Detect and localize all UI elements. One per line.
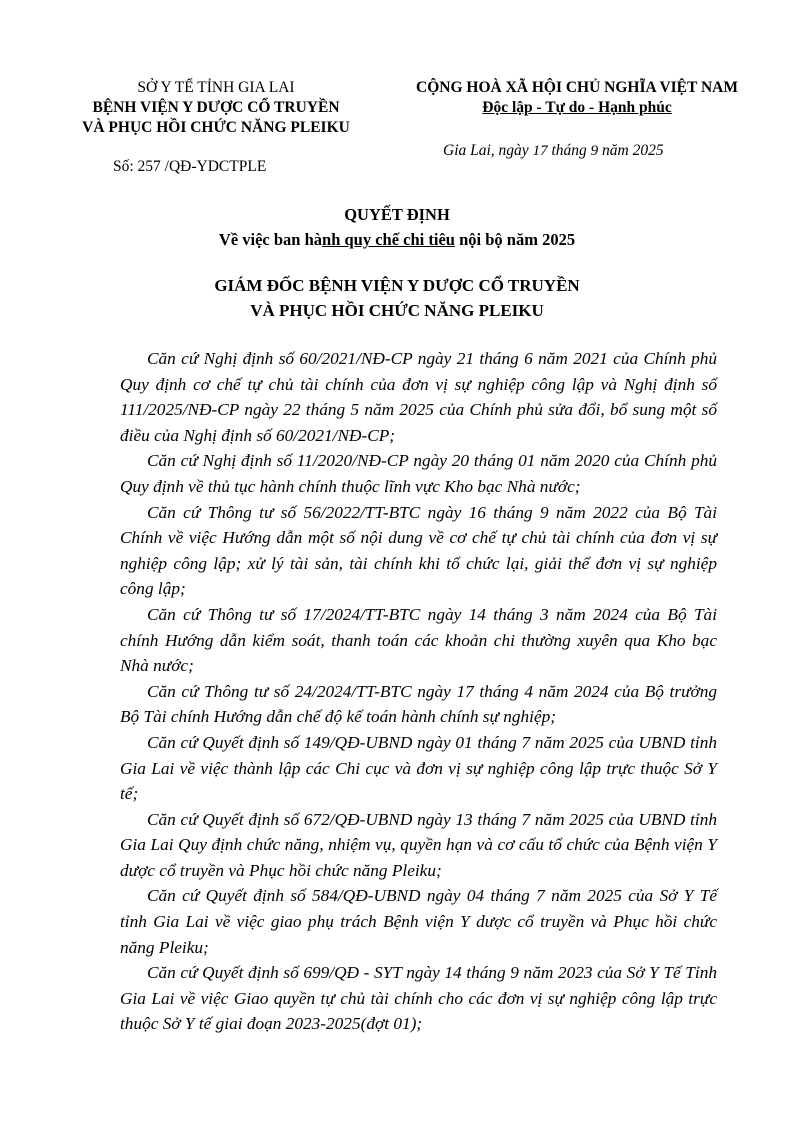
date-month: 9: [590, 143, 599, 159]
decision-title: QUYẾT ĐỊNH: [344, 205, 450, 224]
date-suffix: năm 2025: [598, 142, 664, 159]
legal-basis: [120, 346, 717, 1037]
national-motto-text: Độc lập - Tự do - Hạnh phúc: [482, 99, 672, 116]
basis-paragraph: Căn cứ Quyết định số 149/QĐ-UBND ngày 01 tháng 7 năm 2025 của UBND tỉnh Gia Lai về việc thành lập các Chi cục và đơn vị sự nghiệp công lập trực thuộc Sở Y tế;: [120, 732, 717, 804]
authority-line2: VÀ PHỤC HỒI CHỨC NĂNG PLEIKU: [250, 301, 544, 320]
parent-agency: SỞ Y TẾ TỈNH GIA LAI: [137, 79, 295, 96]
national-motto: [372, 98, 782, 118]
subject-part2: nh quy chế chi tiêu: [322, 230, 455, 249]
subject-part1: Về việc ban hà: [218, 230, 323, 249]
national-title: CỘNG HOÀ XÃ HỘI CHỦ NGHĨA VIỆT NAM: [416, 79, 738, 96]
basis-paragraph: Căn cứ Quyết định số 584/QĐ-UBND ngày 04 tháng 7 năm 2025 của Sở Y Tế tỉnh Gia Lai về việc giao phụ trách Bệnh viện Y dược cổ truyền và Phục hồi chức năng Pleiku;: [120, 886, 717, 957]
decision-subject: [0, 230, 794, 250]
basis-paragraph: Căn cứ Thông tư số 56/2022/TT-BTC ngày 16 tháng 9 năm 2022 của Bộ Tài Chính về việc Hướng dẫn một số nội dung về cơ chế tự chủ tài chính của đơn vị sự nghiệp công lập; xử lý tài sản, tài chính khi tổ chức lại, giải thể đơn vị sự nghiệp công lập;: [120, 502, 717, 599]
subject-part3: nội bộ năm 2025: [454, 230, 576, 249]
basis-paragraph: Căn cứ Quyết định số 699/QĐ - SYT ngày 14 tháng 9 năm 2023 của Sở Y Tế Tỉnh Gia Lai về việc Giao quyền tự chủ tài chính cho các đơn vị sự nghiệp công lập trực thuộc Sở Y tế giai đoạn 2023-2025(đợt 01);: [120, 963, 717, 1034]
national-header: [372, 78, 782, 118]
basis-paragraph: Căn cứ Thông tư số 24/2024/TT-BTC ngày 17 tháng 4 năm 2024 của Bộ trưởng Bộ Tài chính Hướng dẫn chế độ kế toán hành chính sự nghiệp;: [120, 681, 717, 727]
basis-paragraph: Căn cứ Quyết định số 672/QĐ-UBND ngày 13 tháng 7 năm 2025 của UBND tỉnh Gia Lai Quy định chức năng, nhiệm vụ, quyền hạn và cơ cấu tổ chức của Bệnh viện Y dược cổ truyền và Phục hồi chức năng Pleiku;: [120, 809, 717, 880]
date-day: 17: [532, 143, 548, 159]
basis-paragraph: Căn cứ Nghị định số 11/2020/NĐ-CP ngày 20 tháng 01 năm 2020 của Chính phủ Quy định về thủ tục hành chính thuộc lĩnh vực Kho bạc Nhà nước;: [120, 451, 717, 496]
hospital-name-line2: [60, 118, 372, 138]
agency-header: [60, 78, 372, 138]
date-mid: tháng: [547, 142, 591, 159]
document-number: Số: 257 /QĐ-YDCTPLE: [113, 158, 267, 175]
basis-paragraph: Căn cứ Thông tư số 17/2024/TT-BTC ngày 14 tháng 3 năm 2024 của Bộ Tài chính Hướng dẫn kiểm soát, thanh toán các khoản chi thường xuyên qua Kho bạc Nhà nước;: [120, 604, 717, 676]
basis-paragraph: Căn cứ Nghị định số 60/2021/NĐ-CP ngày 21 tháng 6 năm 2021 của Chính phủ Quy định cơ chế tự chủ tài chính của đơn vị sự nghiệp công lập và Nghị định số 111/2025/NĐ-CP ngày 22 tháng 5 năm 2025 của Chính phủ sửa đổi, bổ sung một số điều của Nghị định số 60/2021/NĐ-CP;: [120, 349, 717, 445]
hospital-name-line1: BỆNH VIỆN Y DƯỢC CỔ TRUYỀN: [92, 99, 340, 116]
date-prefix: Gia Lai, ngày: [443, 142, 533, 159]
authority-line1: GIÁM ĐỐC BỆNH VIỆN Y DƯỢC CỔ TRUYỀN: [214, 276, 580, 295]
issue-date: [443, 142, 664, 160]
hospital-name-line2-text: VÀ PHỤC HỒI CHỨC NĂNG PLEIKU: [82, 119, 350, 136]
